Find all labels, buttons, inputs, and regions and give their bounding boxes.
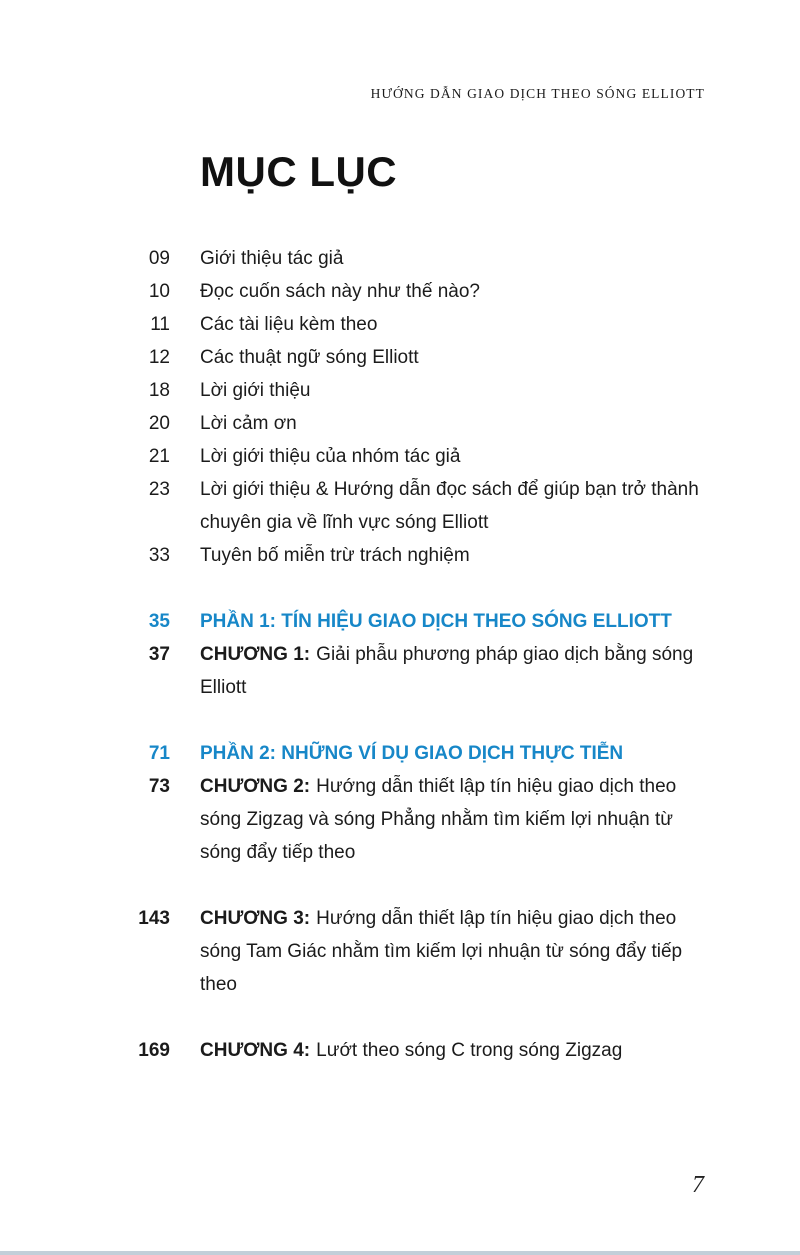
toc-entry-title: Các tài liệu kèm theo bbox=[200, 314, 378, 335]
toc-part-entry bbox=[108, 737, 702, 770]
toc-chapter-entry bbox=[108, 902, 702, 1001]
toc-entry-title: Lời giới thiệu bbox=[200, 380, 311, 401]
toc-page-number: 37 bbox=[148, 644, 170, 665]
page-number: 7 bbox=[692, 1172, 704, 1198]
toc-entry-title: Lời giới thiệu của nhóm tác giả bbox=[200, 446, 461, 467]
toc-part-title: PHẦN 1: TÍN HIỆU GIAO DỊCH THEO SÓNG ELLIOTT bbox=[200, 611, 672, 632]
page-bottom-edge bbox=[0, 1251, 800, 1255]
toc-page-number: 71 bbox=[148, 743, 170, 764]
chapter-text: Hướng dẫn thiết lập tín hiệu giao dịch theo sóng Tam Giác nhằm tìm kiếm lợi nhuận từ sóng đẩy tiếp theo bbox=[200, 908, 683, 995]
toc-page-number: 11 bbox=[150, 314, 170, 335]
toc-entry bbox=[108, 242, 702, 275]
toc-entry bbox=[108, 539, 702, 572]
toc-page-number: 18 bbox=[148, 380, 170, 401]
toc-chapter-title bbox=[200, 902, 702, 1001]
toc-entry-title: Giới thiệu tác giả bbox=[200, 248, 344, 269]
table-of-contents bbox=[108, 242, 702, 1067]
toc-page-number: 20 bbox=[148, 413, 170, 434]
toc-entry bbox=[108, 440, 702, 473]
chapter-label: CHƯƠNG 3: bbox=[200, 908, 311, 929]
toc-entry-title: Tuyên bố miễn trừ trách nghiệm bbox=[200, 545, 470, 566]
toc-part-title: PHẦN 2: NHỮNG VÍ DỤ GIAO DỊCH THỰC TIỄN bbox=[200, 743, 624, 764]
toc-page-number: 143 bbox=[138, 908, 170, 929]
toc-chapter-title bbox=[200, 638, 702, 704]
toc-entry bbox=[108, 407, 702, 440]
toc-part-entry bbox=[108, 605, 702, 638]
chapter-label: CHƯƠNG 1: bbox=[200, 644, 311, 665]
chapter-label: CHƯƠNG 4: bbox=[200, 1040, 311, 1061]
toc-entry-title: Đọc cuốn sách này như thế nào? bbox=[200, 281, 480, 302]
chapter-text: Lướt theo sóng C trong sóng Zigzag bbox=[316, 1040, 623, 1061]
toc-page-number: 21 bbox=[148, 446, 170, 467]
toc-chapter-entry bbox=[108, 1034, 702, 1067]
toc-entry bbox=[108, 308, 702, 341]
toc-entry bbox=[108, 374, 702, 407]
toc-page-number: 33 bbox=[148, 545, 170, 566]
toc-entry bbox=[108, 341, 702, 374]
toc-entry bbox=[108, 473, 702, 539]
page-title: MỤC LỤC bbox=[200, 148, 398, 195]
toc-entry-title: Lời giới thiệu & Hướng dẫn đọc sách để giúp bạn trở thành chuyên gia về lĩnh vực sóng Elliott bbox=[200, 479, 699, 533]
toc-chapter-title bbox=[200, 1034, 702, 1067]
toc-entry-title: Lời cảm ơn bbox=[200, 413, 297, 434]
toc-chapter-entry bbox=[108, 770, 702, 869]
toc-page-number: 35 bbox=[148, 611, 170, 632]
toc-page-number: 169 bbox=[138, 1040, 170, 1061]
toc-entry bbox=[108, 275, 702, 308]
toc-page-number: 09 bbox=[148, 248, 170, 269]
toc-page-number: 23 bbox=[148, 479, 170, 500]
chapter-text: Giải phẫu phương pháp giao dịch bằng sóng Elliott bbox=[200, 644, 694, 698]
toc-chapter-title bbox=[200, 770, 702, 869]
toc-page-number: 10 bbox=[148, 281, 170, 302]
chapter-label: CHƯƠNG 2: bbox=[200, 776, 311, 797]
toc-chapter-entry bbox=[108, 638, 702, 704]
toc-page-number: 73 bbox=[148, 776, 170, 797]
toc-page-number: 12 bbox=[148, 347, 170, 368]
toc-entry-title: Các thuật ngữ sóng Elliott bbox=[200, 347, 419, 368]
running-title: HƯỚNG DẪN GIAO DỊCH THEO SÓNG ELLIOTT bbox=[370, 86, 705, 101]
chapter-text: Hướng dẫn thiết lập tín hiệu giao dịch theo sóng Zigzag và sóng Phẳng nhằm tìm kiếm lợi nhuận từ sóng đẩy tiếp theo bbox=[200, 776, 677, 863]
